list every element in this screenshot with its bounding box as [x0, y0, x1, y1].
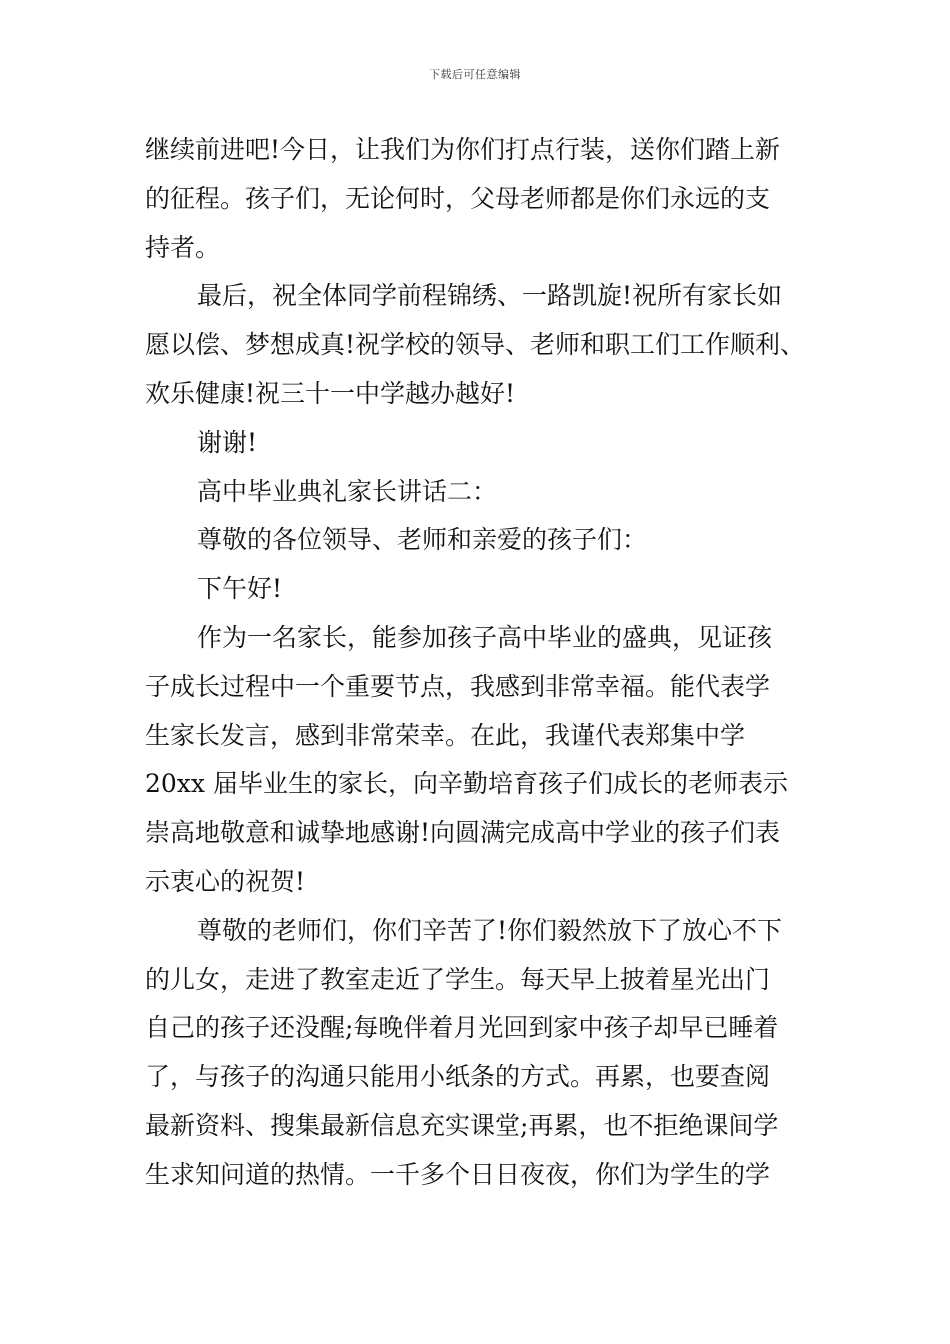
- text-line: 谢谢!: [197, 427, 258, 457]
- text-line: 尊敬的各位领导、老师和亲爱的孩子们：: [197, 525, 648, 555]
- text-line: 继续前进吧!今日，让我们为你们打点行装，送你们踏上新: [145, 135, 781, 164]
- text-line: 生求知问道的热情。一千多个日日夜夜，你们为学生的学: [145, 1159, 771, 1189]
- text-line: 下午好!: [197, 574, 283, 604]
- text-line: 20xx 届毕业生的家长，向辛勤培育孩子们成长的老师表示: [145, 769, 788, 799]
- text-line: 的征程。孩子们，无论何时，父母老师都是你们永远的支: [145, 183, 771, 213]
- text-line: 欢乐健康!祝三十一中学越办越好!: [145, 378, 516, 408]
- text-line: 自己的孩子还没醒;每晚伴着月光回到家中孩子却早已睡着: [145, 1013, 779, 1043]
- text-line: 高中毕业典礼家长讲话二：: [197, 476, 498, 506]
- text-line: 子成长过程中一个重要节点，我感到非常幸福。能代表学: [145, 671, 771, 701]
- text-line: 最新资料、搜集最新信息充实课堂;再累，也不拒绝课间学: [145, 1110, 779, 1140]
- text-line: 最后，祝全体同学前程锦绣、一路凯旋!祝所有家长如: [197, 281, 783, 311]
- text-line: 生家长发言，感到非常荣幸。在此，我谨代表郑集中学: [145, 720, 746, 750]
- text-line: 崇高地敬意和诚挚地感谢!向圆满完成高中学业的孩子们表: [145, 818, 781, 848]
- text-line: 尊敬的老师们，你们辛苦了!你们毅然放下了放心不下: [197, 915, 783, 945]
- text-line: 了，与孩子的沟通只能用小纸条的方式。再累，也要查阅: [145, 1062, 771, 1092]
- document-body: [145, 126, 810, 1200]
- text-line: 作为一名家长，能参加孩子高中毕业的盛典，见证孩: [197, 622, 773, 652]
- text-line: 愿以偿、梦想成真!祝学校的领导、老师和职工们工作顺利、: [145, 330, 806, 360]
- text-line: 的儿女，走进了教室走近了学生。每天早上披着星光出门: [145, 964, 771, 994]
- text-line: 持者。: [145, 232, 221, 262]
- page-header: 下载后可任意编辑: [429, 68, 521, 81]
- text-line: 示衷心的祝贺!: [145, 866, 306, 896]
